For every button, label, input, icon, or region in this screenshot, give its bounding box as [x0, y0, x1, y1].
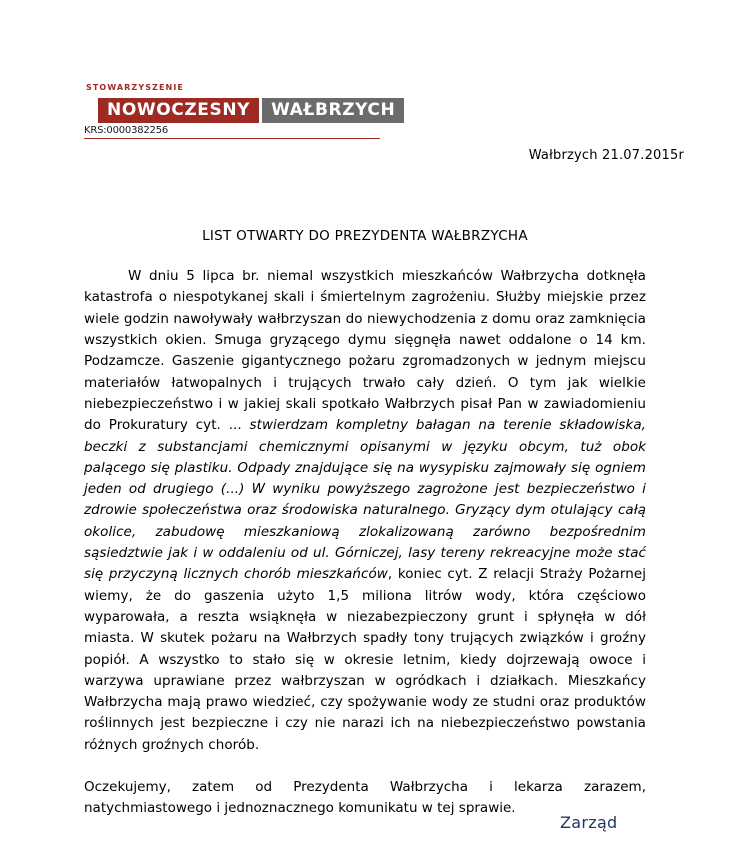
krs-number: KRS:0000382256	[84, 125, 169, 136]
date-and-place: Wałbrzych 21.07.2015r	[528, 148, 684, 163]
signature: Zarząd	[560, 813, 618, 832]
paragraph-main-quotation: stwierdzam kompletny bałagan na terenie składowiska, beczki z substancjami chemicznymi opisanymi w języku obcym, tuż obok palącego się plastiku. Odpady znajdujące się na wysypisku zajmowały się ogniem jeden od drugiego (...) W wyniku powyższego zagrożone jest bezpieczeństwo i zdrowie społeczeństwa oraz środowiska naturalnego. Gryzący dym otulający całą okolice, zabudowę mieszkaniową zlokalizowaną zarówno bezpośrednim sąsiedztwie jak i w oddaleniu od ul. Górniczej, lasy tereny rekreacyjne może stać się przyczyną licznych chorób mieszkańców	[84, 417, 646, 583]
organization-logo	[98, 98, 396, 123]
paragraph-main	[84, 266, 646, 756]
paragraph-main-continuation: , koniec cyt. Z relacji Straży Pożarnej wiemy, że do gaszenia użyto 1,5 miliona litrów wody, która częściowo wyparowała, a reszta wsiąknęła w niezabezpieczony grunt i spłynęła w dół miasta. W skutek pożaru na Wałbrzych spadły tony trujących związków i groźny popiół. A wszystko to stało się w okresie letnim, kiedy dojrzewają owoce i warzywa uprawiane przez wałbrzyszan w ogródkach i działkach. Mieszkańcy Wałbrzycha mają prawo wiedzieć, czy spożywanie wody ze studni oraz produktów roślinnych jest bezpieczne i czy nie narazi ich na niebezpieczeństwo powstania różnych groźnych chorób.	[84, 566, 646, 753]
association-label: STOWARZYSZENIE	[86, 83, 184, 92]
paragraph-main-intro: W dniu 5 lipca br. niemal wszystkich mieszkańców Wałbrzycha dotknęła katastrofa o niespotykanej skali i śmiertelnym zagrożeniu. Służby miejskie przez wiele godzin nawoływały wałbrzyszan do niewychodzenia z domu oraz zamknięcia wszystkich okien. Smuga gryzącego dymu sięgnęła nawet oddalone o 14 km. Podzamcze. Gaszenie gigantycznego pożaru zgromadzonych w jednym miejscu materiałów łatwopalnych i trujących trwało cały dzień. O tym jak wielkie niebezpieczeństwo i w jakiej skali spotkało Wałbrzych pisał Pan w zawiadomieniu do Prokuratury cyt. ...	[84, 268, 646, 434]
letterhead-divider	[84, 138, 380, 139]
paragraph-spacer	[84, 756, 646, 777]
letter-body	[84, 228, 646, 820]
logo-word-nowoczesny: NOWOCZESNY	[98, 98, 259, 123]
logo-word-walbrzych: WAŁBRZYCH	[262, 98, 404, 123]
letterhead	[84, 83, 396, 139]
letter-title: LIST OTWARTY DO PREZYDENTA WAŁBRZYCHA	[202, 228, 528, 244]
paragraph-closing: Oczekujemy, zatem od Prezydenta Wałbrzycha i lekarza zarazem, natychmiastowego i jednoznacznego komunikatu w tej sprawie.	[84, 779, 646, 817]
